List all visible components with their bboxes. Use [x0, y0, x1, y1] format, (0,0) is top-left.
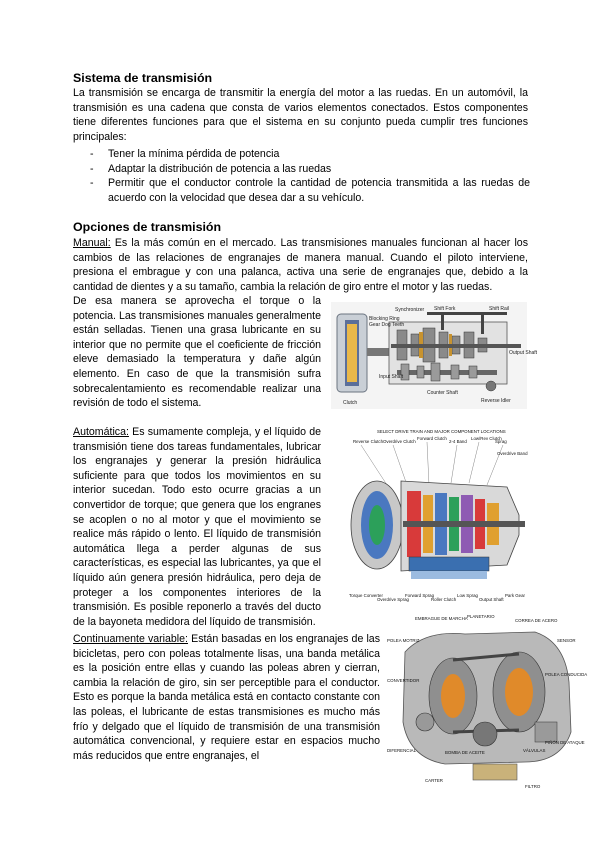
cvt-label: DIFERENCIAL	[387, 748, 417, 753]
cvt-label: POLEA MOTRIZ	[387, 638, 420, 643]
cvt-label: CARTER	[425, 778, 443, 783]
section-title-opciones: Opciones de transmisión	[73, 220, 222, 234]
auto-bottom-label: Low Sprag	[457, 593, 478, 598]
automatic-text: Es sumamente compleja, y el líquido de transmisión tiene dos tareas fundamentales, lubricar los engranajes y generar la presión hidráulica suficiente para que todos los movimientos en su interior sucedan. Todo esto ocurre gracias a un convertidor de torque; que genera que los engranes se acoplen o no al motor y que el movimiento se realice más rápido o lento. El líquido de transmisión automática llega a perder algunas de sus características, es especial las lubricantes, ya que el líquido aún genera presión hidráulica, pero deja de proteger a los componentes interiores de la transmisión. Es posible reponerlo a través del ducto de la bayoneta medidora del líquido de transmisión.	[73, 426, 321, 628]
cvt-label: POLEA CONDUCIDA	[545, 672, 588, 677]
cvt-label: SENSOR	[557, 638, 576, 643]
cvt-paragraph	[73, 632, 380, 763]
auto-top-label: Low/Rev Clutch	[471, 436, 502, 441]
cvt-text: Están basadas en los engranajes de las bicicletas, pero con poleas totalmente lisas, una banda metálica es la posición entre ellas y cuando las poleas abren y cierran, cambia la relación de giro, sin ser perceptible para el conductor. Esto es porque la banda metálica está en contacto constante con las poleas, el lubricante de estas transmisiones es mucho más frío y delgado que el líquido de transmisión de una transmisión automática convencional, y requiere estar en espacios mucho más reducidos que entre engranajes, el	[73, 633, 380, 762]
manual-paragraph-continued: De esa manera se aprovecha el torque o la potencia. Las transmisiones manuales generalmente están selladas. Tienen una grasa lubricante en su interior que no permite que el coeficiente de fricción eleve demasiado la temperatura y dañe algún elemento. En caso de que la transmisión sufra sobrecalentamiento es recomendable realizar una revisión de todo el sistema.	[73, 295, 321, 410]
label-input-shaft: Input Shaft	[379, 374, 404, 380]
automatic-figure-title: SELECT DRIVE TRAIN AND MAJOR COMPONENT LOCATIONS	[377, 429, 506, 434]
cvt-label: Continuamente variable:	[73, 633, 189, 645]
label-clutch: Clutch	[343, 400, 358, 406]
label-blocking-ring: Blocking Ring	[369, 316, 400, 322]
automatic-label: Automática:	[73, 426, 129, 438]
label-reverse-idler: Reverse Idler	[481, 398, 511, 404]
cvt-figure	[385, 612, 588, 794]
manual-label: Manual:	[73, 237, 111, 249]
label-shift-fork: Shift Fork	[434, 306, 456, 312]
list-item: - Permitir que el conductor controle la cantidad de potencia transmitida a las ruedas de acuerdo con la velocidad que desea dar a su vehículo.	[90, 177, 530, 204]
cvt-label: PLANETARIO	[467, 614, 495, 619]
auto-top-label: Forward Clutch	[417, 436, 447, 441]
cvt-label: FILTRO	[525, 784, 541, 789]
label-synchronizer: Synchronizer	[395, 307, 425, 313]
label-shift-rail: Shift Rail	[489, 306, 510, 312]
auto-bottom-label: Output Shaft	[479, 597, 504, 602]
auto-bottom-label: Park Gear	[505, 593, 526, 598]
cvt-label: EMBRAGUE DE MARCHA	[415, 616, 468, 621]
auto-top-label: Sprag	[495, 439, 507, 444]
label-counter-shaft: Counter Shaft	[427, 390, 458, 396]
intro-paragraph: La transmisión se encarga de transmitir la energía del motor a las ruedas. En un automóvil, la transmisión es una cadena que consta de varios elementos conectados. Estos componentes tiene diferentes funciones para que el sistema en su conjunto pueda cumplir tres funciones principales:	[73, 87, 528, 143]
auto-top-label: 2-4 Band	[449, 439, 467, 444]
auto-bottom-label: Forward Sprag	[405, 593, 435, 598]
list-item: - Adaptar la distribución de potencia a las ruedas	[90, 162, 332, 175]
label-output-shaft: Output Shaft	[509, 350, 538, 356]
automatic-transmission-figure	[347, 425, 528, 610]
auto-top-label: Overdrive Clutch	[383, 439, 416, 444]
cvt-label: CORREA DE ACERO	[515, 618, 558, 623]
automatic-paragraph	[73, 425, 321, 629]
cvt-label: VÁLVULAS	[523, 748, 546, 753]
auto-bottom-label: Overdrive Sprag	[377, 597, 409, 602]
functions-list	[90, 147, 530, 205]
list-item: - Tener la mínima pérdida de potencia	[90, 148, 280, 160]
label-gear-dog-teeth: Gear Dog Teeth	[369, 322, 405, 328]
cvt-label: PIÑÓN DE ATAQUE	[545, 740, 585, 745]
cvt-label: CONVERTIDOR	[387, 678, 420, 683]
auto-bottom-label: Roller Clutch	[431, 597, 457, 602]
manual-text: Es la más común en el mercado. Las transmisiones manuales funcionan al hacer los cambios de las relaciones de engranajes de manera manual. Cuando el piloto interviene, presiona el embrague y con una palanca, activa una serie de engranajes que, debido a la cantidad de dientes y a su tamaño, cambia la relación de giro entre el motor y las ruedas.	[73, 237, 528, 293]
auto-top-label: Overdrive Band	[497, 451, 528, 456]
section-title-transmision: Sistema de transmisión	[73, 71, 213, 85]
manual-transmission-figure	[331, 302, 538, 409]
auto-bottom-label: Torque Converter	[349, 593, 383, 598]
auto-top-label: Reverse Clutch	[353, 439, 384, 444]
cvt-label: BOMBA DE ACEITE	[445, 750, 485, 755]
manual-paragraph	[73, 236, 528, 294]
